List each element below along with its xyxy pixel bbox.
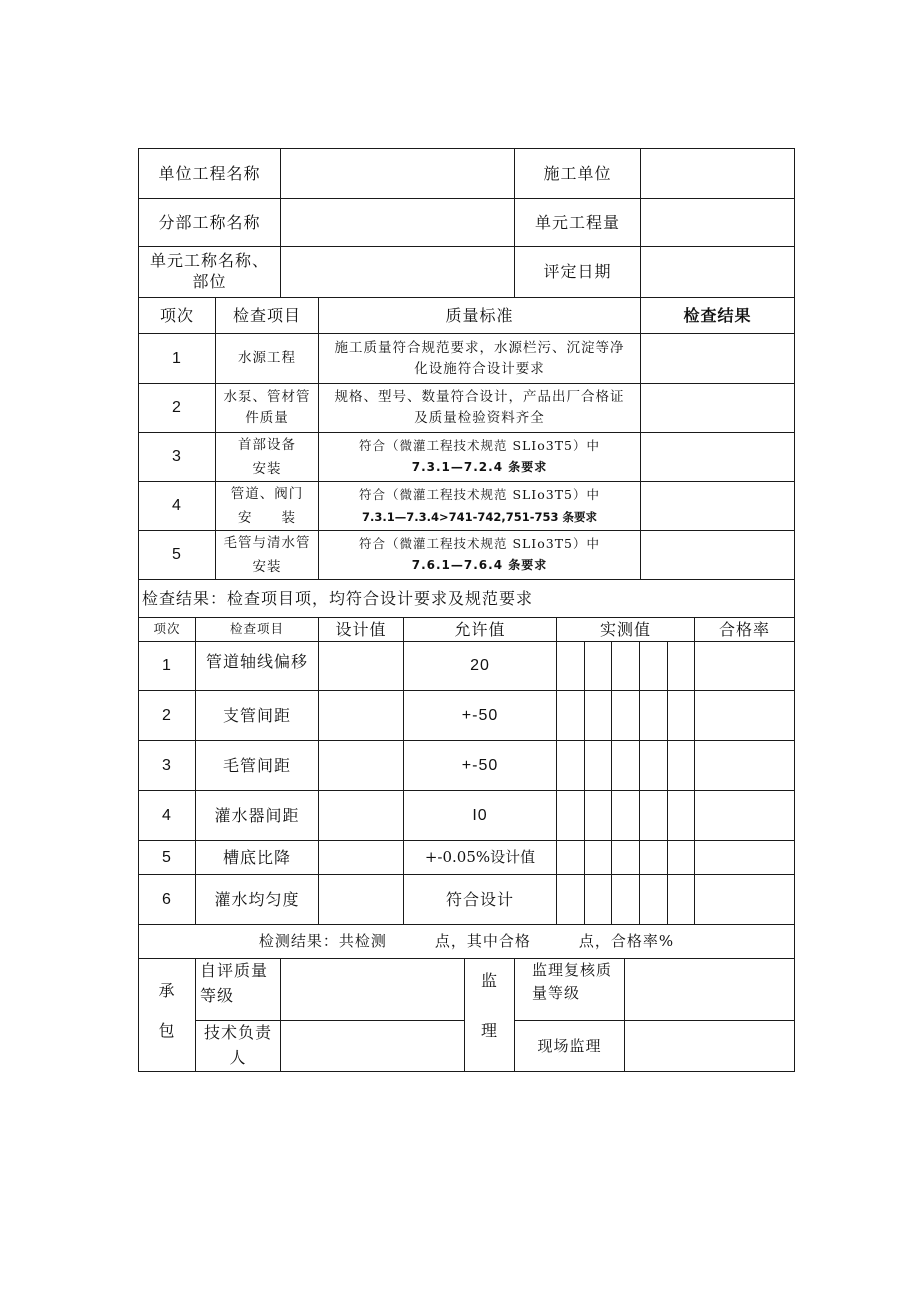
unit-project-name-label: 单位工程名称 xyxy=(158,163,261,183)
row-standard-line1: 施工质量符合规范要求，水源栏污、沉淀等净 xyxy=(334,339,625,356)
row-result-field[interactable] xyxy=(641,531,794,579)
tech-lead-field[interactable] xyxy=(281,1021,464,1071)
review-grade-label xyxy=(532,959,624,1020)
site-supervisor-field[interactable] xyxy=(625,1021,794,1071)
contractor-label-1: 承 xyxy=(158,981,176,1000)
measure-row-no: 6 xyxy=(162,890,172,908)
self-grade-line1: 自评质量 xyxy=(200,961,269,980)
row-item-line2: 安装 xyxy=(252,559,282,575)
row-standard xyxy=(319,433,640,481)
row-item-line1: 毛管与清水管 xyxy=(223,534,311,551)
row-standard-line1: 符合（微灌工程技术规范 SLIo3T5）中 xyxy=(358,535,601,551)
eval-date-field[interactable] xyxy=(641,247,794,297)
row-standard-line1: 符合（微灌工程技术规范 SLIo3T5）中 xyxy=(358,487,601,503)
row-item-line1: 水泵、管材管 xyxy=(223,389,311,406)
measure-row-allow: 符合设计 xyxy=(445,889,514,909)
row-result-field[interactable] xyxy=(641,482,794,530)
measure-col-item-header: 检查项目 xyxy=(229,621,284,637)
row-no: 5 xyxy=(172,546,182,563)
review-grade-line2: 量等级 xyxy=(532,984,581,1003)
review-grade-field[interactable] xyxy=(625,959,794,1020)
measure-row-item: 毛管间距 xyxy=(222,755,291,775)
measure-row-design-field[interactable] xyxy=(319,741,403,790)
self-grade-field[interactable] xyxy=(281,959,464,1020)
review-grade-line1: 监理复核质 xyxy=(532,961,613,979)
row-standard-line1: 符合（微灌工程技术规范 SLIo3T5）中 xyxy=(358,437,601,453)
measure-row-design-field[interactable] xyxy=(319,642,403,690)
sub-project-name-label: 分部工称名称 xyxy=(158,212,261,232)
measure-row-item: 管道轴线偏移 xyxy=(205,652,308,671)
supervisor-label-1: 监 xyxy=(480,971,498,990)
row-no: 2 xyxy=(172,399,182,416)
measure-row-item: 支管间距 xyxy=(222,705,291,725)
row-standard-line2: 及质量检验资料齐全 xyxy=(414,410,545,426)
self-grade-label xyxy=(200,959,280,1020)
row-item-line1: 管道、阀门 xyxy=(230,485,304,502)
col-item-header: 检查项目 xyxy=(232,305,301,325)
measure-col-measured-header: 实测值 xyxy=(599,619,651,639)
measure-row-item: 灌水均匀度 xyxy=(214,889,300,909)
col-result-header: 检查结果 xyxy=(683,305,752,325)
row-no: 4 xyxy=(172,497,182,514)
row-item xyxy=(216,384,318,432)
measure-row-design-field[interactable] xyxy=(319,791,403,840)
measure-row-allow: +-0.05%设计值 xyxy=(424,848,536,867)
row-item-line1: 首部设备 xyxy=(238,436,296,453)
construction-unit-field[interactable] xyxy=(641,149,794,198)
measurement-result: 检测结果：共检测 点，其中合格 点，合格率% xyxy=(258,932,675,951)
measure-row-no: 2 xyxy=(162,706,172,724)
quality-evaluation-form xyxy=(138,148,795,1072)
row-standard xyxy=(319,531,640,579)
unit-name-location-field[interactable] xyxy=(281,247,514,297)
col-standard-header: 质量标准 xyxy=(445,305,514,325)
measure-col-allow-header: 允许值 xyxy=(454,619,506,639)
unit-name-location-label xyxy=(139,247,280,297)
measure-row-no: 1 xyxy=(162,657,172,674)
row-standard-line2: 7.3.1—7.3.4>741-742,751-753 条要求 xyxy=(361,509,598,524)
tech-lead-line1: 技术负责 xyxy=(203,1023,272,1043)
row-item xyxy=(216,482,318,530)
measure-row-design-field[interactable] xyxy=(319,841,403,874)
col-no-header: 项次 xyxy=(159,305,194,325)
unit-name-line1: 单元工称名称、 xyxy=(149,251,269,271)
inspection-summary: 检查结果：检查项目项，均符合设计要求及规范要求 xyxy=(142,588,534,608)
measure-row-design-field[interactable] xyxy=(319,691,403,740)
row-standard xyxy=(319,384,640,432)
site-supervisor-label: 现场监理 xyxy=(537,1036,602,1055)
self-grade-line2: 等级 xyxy=(200,985,235,1005)
eval-date-label: 评定日期 xyxy=(543,262,612,281)
unit-name-line2: 部位 xyxy=(192,272,227,291)
row-item xyxy=(216,334,318,383)
row-no: 3 xyxy=(172,448,182,465)
row-item-line1: 水源工程 xyxy=(238,349,296,366)
row-standard xyxy=(319,482,640,530)
tech-lead-line2: 人 xyxy=(229,1048,247,1067)
measure-row-allow: +-50 xyxy=(461,756,499,774)
measure-col-rate-header: 合格率 xyxy=(718,619,770,639)
measure-row-no: 5 xyxy=(162,848,172,866)
row-standard-line2: 7.3.1—7.2.4 条要求 xyxy=(411,460,548,475)
measure-col-no-header: 项次 xyxy=(153,621,181,637)
row-standard-line2: 化设施符合设计要求 xyxy=(414,360,545,377)
row-result-field[interactable] xyxy=(641,384,794,432)
measure-row-allow: 20 xyxy=(470,657,490,674)
unit-quantity-label: 单元工程量 xyxy=(534,212,620,232)
row-no: 1 xyxy=(172,349,182,367)
measure-row-item: 槽底比降 xyxy=(222,847,291,867)
sub-project-name-field[interactable] xyxy=(281,199,514,246)
tech-lead-label xyxy=(196,1021,280,1071)
row-result-field[interactable] xyxy=(641,334,794,383)
row-standard-line2: 7.6.1—7.6.4 条要求 xyxy=(411,558,548,573)
supervisor-label-2: 理 xyxy=(480,1021,498,1040)
row-item xyxy=(216,531,318,579)
row-result-field[interactable] xyxy=(641,433,794,481)
row-item-line2: 安装 xyxy=(252,461,282,477)
construction-unit-label: 施工单位 xyxy=(543,163,612,183)
contractor-label-2: 包 xyxy=(158,1021,176,1040)
measure-row-no: 3 xyxy=(162,756,172,774)
measure-row-no: 4 xyxy=(162,806,172,824)
measure-col-design-header: 设计值 xyxy=(335,619,387,639)
unit-quantity-field[interactable] xyxy=(641,199,794,246)
row-item-line2: 件质量 xyxy=(245,410,289,426)
row-item-line2: 安 装 xyxy=(238,510,296,526)
row-item xyxy=(216,433,318,481)
measure-row-item: 灌水器间距 xyxy=(214,805,300,825)
row-standard xyxy=(319,334,640,383)
measure-row-allow: I0 xyxy=(472,806,488,824)
measure-row-design-field[interactable] xyxy=(319,875,403,924)
measure-row-allow: +-50 xyxy=(461,706,499,724)
unit-project-name-field[interactable] xyxy=(281,149,514,198)
row-standard-line1: 规格、型号、数量符合设计，产品出厂合格证 xyxy=(334,389,625,406)
